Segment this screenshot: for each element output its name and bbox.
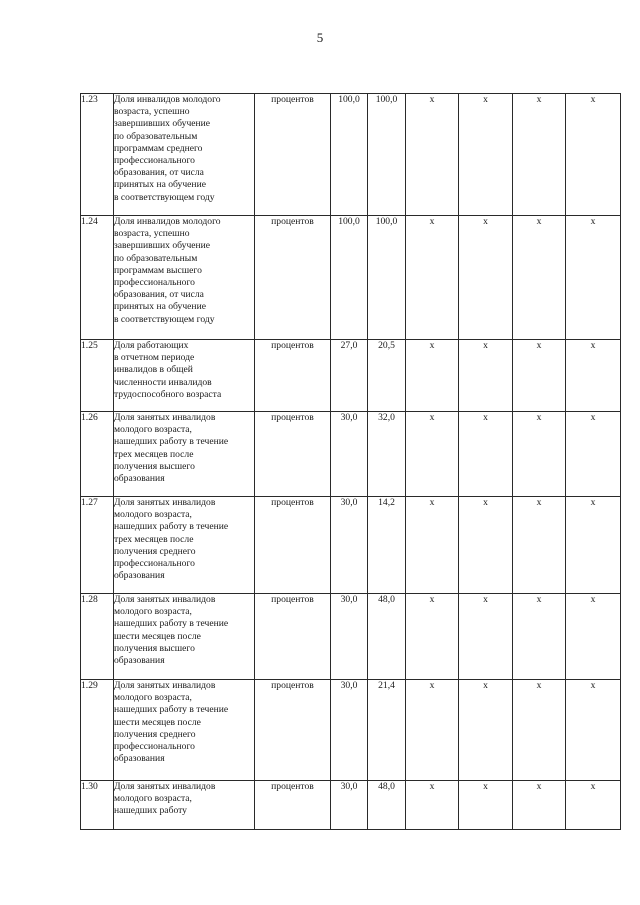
- value-actual: 48,0: [368, 781, 406, 830]
- value-plan: 27,0: [331, 340, 368, 412]
- table-row: [81, 781, 621, 830]
- x-mark: x: [513, 340, 566, 412]
- x-mark: x: [406, 781, 459, 830]
- unit-cell: процентов: [255, 497, 331, 594]
- value-actual: 21,4: [368, 680, 406, 781]
- x-mark: x: [566, 680, 621, 781]
- indicator-name: Доля работающих в отчетном периоде инвалидов в общей численности инвалидов трудоспособного возраста: [114, 340, 255, 412]
- indicator-name: Доля инвалидов молодого возраста, успешно завершивших обучение по образовательным программам среднего профессионального образования, от числа принятых на обучение в соответствующем году: [114, 94, 255, 216]
- row-number: 1.28: [81, 594, 114, 680]
- row-number: 1.23: [81, 94, 114, 216]
- x-mark: x: [459, 680, 513, 781]
- value-actual: 32,0: [368, 412, 406, 497]
- x-mark: x: [566, 781, 621, 830]
- row-number: 1.30: [81, 781, 114, 830]
- x-mark: x: [513, 497, 566, 594]
- indicator-name: Доля занятых инвалидов молодого возраста, нашедших работу в течение шести месяцев после получения высшего образования: [114, 594, 255, 680]
- x-mark: x: [513, 94, 566, 216]
- table-row: [81, 216, 621, 340]
- unit-cell: процентов: [255, 340, 331, 412]
- x-mark: x: [459, 497, 513, 594]
- x-mark: x: [406, 497, 459, 594]
- value-plan: 100,0: [331, 94, 368, 216]
- value-actual: 48,0: [368, 594, 406, 680]
- x-mark: x: [566, 216, 621, 340]
- table-row: [81, 680, 621, 781]
- x-mark: x: [406, 340, 459, 412]
- value-plan: 100,0: [331, 216, 368, 340]
- unit-cell: процентов: [255, 94, 331, 216]
- x-mark: x: [406, 594, 459, 680]
- x-mark: x: [513, 594, 566, 680]
- x-mark: x: [566, 340, 621, 412]
- row-number: 1.24: [81, 216, 114, 340]
- x-mark: x: [513, 216, 566, 340]
- value-actual: 20,5: [368, 340, 406, 412]
- row-number: 1.25: [81, 340, 114, 412]
- x-mark: x: [459, 594, 513, 680]
- table-row: [81, 94, 621, 216]
- unit-cell: процентов: [255, 680, 331, 781]
- table-row: [81, 497, 621, 594]
- x-mark: x: [459, 94, 513, 216]
- row-number: 1.26: [81, 412, 114, 497]
- x-mark: x: [459, 781, 513, 830]
- x-mark: x: [566, 497, 621, 594]
- value-plan: 30,0: [331, 412, 368, 497]
- table-row: [81, 594, 621, 680]
- unit-cell: процентов: [255, 594, 331, 680]
- value-actual: 100,0: [368, 216, 406, 340]
- indicator-name: Доля занятых инвалидов молодого возраста, нашедших работу в течение трех месяцев после получения высшего образования: [114, 412, 255, 497]
- indicator-name: Доля занятых инвалидов молодого возраста, нашедших работу: [114, 781, 255, 830]
- x-mark: x: [406, 680, 459, 781]
- x-mark: x: [459, 340, 513, 412]
- indicator-name: Доля занятых инвалидов молодого возраста, нашедших работу в течение трех месяцев после получения среднего профессионального образования: [114, 497, 255, 594]
- value-actual: 100,0: [368, 94, 406, 216]
- x-mark: x: [513, 781, 566, 830]
- x-mark: x: [406, 412, 459, 497]
- unit-cell: процентов: [255, 781, 331, 830]
- x-mark: x: [513, 412, 566, 497]
- x-mark: x: [406, 94, 459, 216]
- value-plan: 30,0: [331, 781, 368, 830]
- indicator-name: Доля инвалидов молодого возраста, успешно завершивших обучение по образовательным программам высшего профессионального образования, от числа принятых на обучение в соответствующем году: [114, 216, 255, 340]
- x-mark: x: [459, 412, 513, 497]
- unit-cell: процентов: [255, 216, 331, 340]
- x-mark: x: [406, 216, 459, 340]
- value-plan: 30,0: [331, 680, 368, 781]
- unit-cell: процентов: [255, 412, 331, 497]
- x-mark: x: [513, 680, 566, 781]
- value-plan: 30,0: [331, 497, 368, 594]
- x-mark: x: [566, 412, 621, 497]
- x-mark: x: [566, 94, 621, 216]
- x-mark: x: [566, 594, 621, 680]
- table-row: [81, 412, 621, 497]
- value-actual: 14,2: [368, 497, 406, 594]
- table-row: [81, 340, 621, 412]
- x-mark: x: [459, 216, 513, 340]
- page-number: 5: [316, 30, 324, 45]
- indicators-table: [80, 93, 621, 830]
- row-number: 1.29: [81, 680, 114, 781]
- indicator-name: Доля занятых инвалидов молодого возраста, нашедших работу в течение шести месяцев после получения среднего профессионального образования: [114, 680, 255, 781]
- value-plan: 30,0: [331, 594, 368, 680]
- row-number: 1.27: [81, 497, 114, 594]
